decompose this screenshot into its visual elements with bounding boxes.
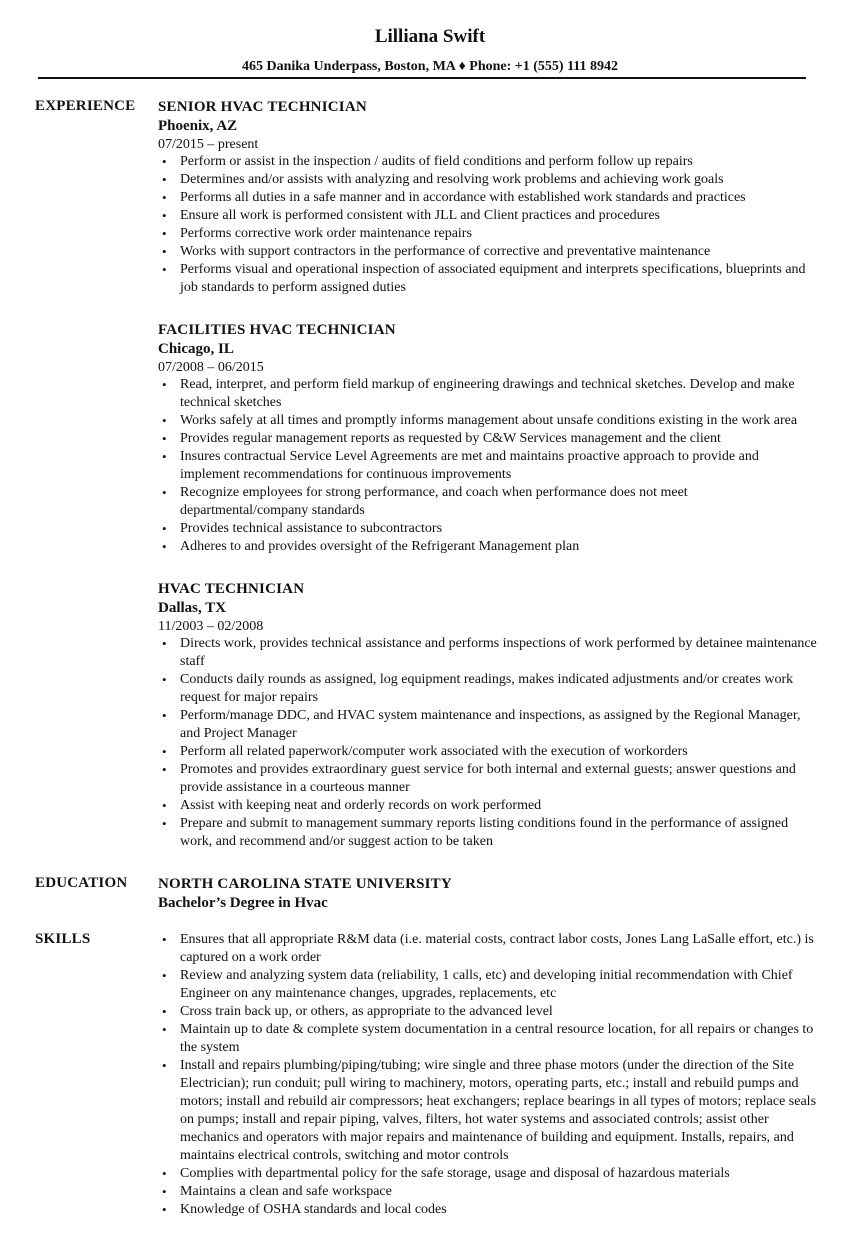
job-duty-item: • Performs corrective work order maintenance repairs xyxy=(158,225,818,243)
job-duty-item: • Ensure all work is performed consistent with JLL and Client practices and procedures xyxy=(158,207,818,225)
job-duty-item: • Read, interpret, and perform field markup of engineering drawings and technical sketches. Develop and make technical sketches xyxy=(158,376,818,412)
skill-item: • Maintains a clean and safe workspace xyxy=(158,1183,818,1201)
job-entry xyxy=(158,321,818,556)
section-label-experience: EXPERIENCE xyxy=(35,98,136,114)
job-duty-item: • Adheres to and provides oversight of the Refrigerant Management plan xyxy=(158,538,818,556)
skill-item: • Complies with departmental policy for the safe storage, usage and disposal of hazardous materials xyxy=(158,1165,818,1183)
job-duties-list xyxy=(158,153,818,297)
job-duty-item: • Perform all related paperwork/computer work associated with the execution of workorders xyxy=(158,743,818,761)
skill-item: • Cross train back up, or others, as appropriate to the advanced level xyxy=(158,1003,818,1021)
candidate-name: Lilliana Swift xyxy=(374,26,486,47)
experience-body xyxy=(158,98,818,851)
job-title: SENIOR HVAC TECHNICIAN xyxy=(158,99,367,115)
job-duty-item: • Conducts daily rounds as assigned, log equipment readings, makes indicated adjustments and/or creates work request for major repairs xyxy=(158,671,818,707)
skills-section xyxy=(0,931,860,1219)
job-duty-item: • Works with support contractors in the performance of corrective and preventative maintenance xyxy=(158,243,818,261)
skill-item: • Ensures that all appropriate R&M data (i.e. material costs, contract labor costs, Jones Lang LaSalle effort, etc.) is captured on a work order xyxy=(158,931,818,967)
job-dates: 07/2008 – 06/2015 xyxy=(158,360,264,375)
experience-section xyxy=(0,98,860,851)
job-dates: 11/2003 – 02/2008 xyxy=(158,619,264,634)
skills-body xyxy=(158,931,818,1219)
job-entry xyxy=(158,580,818,851)
education-body xyxy=(158,875,818,913)
school-name: NORTH CAROLINA STATE UNIVERSITY xyxy=(158,876,452,892)
job-duties-list xyxy=(158,376,818,556)
job-duty-item: • Performs all duties in a safe manner and in accordance with established work standards and practices xyxy=(158,189,818,207)
degree-name: Bachelor’s Degree in Hvac xyxy=(158,895,328,911)
job-duty-item: • Perform or assist in the inspection / audits of field conditions and perform follow up repairs xyxy=(158,153,818,171)
job-duty-item: • Performs visual and operational inspection of associated equipment and interprets specifications, blueprints and job standards to perform assigned duties xyxy=(158,261,818,297)
section-label-education: EDUCATION xyxy=(35,875,128,891)
job-location: Phoenix, AZ xyxy=(158,118,238,134)
job-duties-list xyxy=(158,635,818,851)
job-duty-item: • Works safely at all times and promptly informs management about unsafe conditions existing in the work area xyxy=(158,412,818,430)
job-duty-item: • Provides technical assistance to subcontractors xyxy=(158,520,818,538)
job-title: FACILITIES HVAC TECHNICIAN xyxy=(158,322,396,338)
resume-content xyxy=(0,98,860,1219)
job-duty-item: • Prepare and submit to management summary reports listing conditions found in the performance of assigned work, and recommend and/or suggest action to be taken xyxy=(158,815,818,851)
skill-item: • Install and repairs plumbing/piping/tubing; wire single and three phase motors (under the direction of the Site Electrician); run conduit; pull wiring to machinery, motors, operating parts, etc.; install and rebuild pumps and motors; install and rebuild air compressors; heat exchangers; replace bearings in all types of motors; replace seals on pumps; install and repair piping, valves, filters, hot water systems and associated controls; assist other mechanics and operators with major repairs and maintenance of building and equipment. Installs, repairs, and maintains electrical controls, switching and motor controls xyxy=(158,1057,818,1165)
job-duty-item: • Provides regular management reports as requested by C&W Services management and the client xyxy=(158,430,818,448)
job-duty-item: • Directs work, provides technical assistance and performs inspections of work performed by detainee maintenance staff xyxy=(158,635,818,671)
job-entry xyxy=(158,98,818,297)
skills-list xyxy=(158,931,818,1219)
job-location: Dallas, TX xyxy=(158,600,227,616)
job-duty-item: • Promotes and provides extraordinary guest service for both internal and external guests; answer questions and provide assistance in a courteous manner xyxy=(158,761,818,797)
job-duty-item: • Insures contractual Service Level Agreements are met and maintains proactive approach to provide and implement recommendations for continuous improvements xyxy=(158,448,818,484)
job-duty-item: • Recognize employees for strong performance, and coach when performance does not meet departmental/company standards xyxy=(158,484,818,520)
skill-item: • Knowledge of OSHA standards and local codes xyxy=(158,1201,818,1219)
job-duty-item: • Perform/manage DDC, and HVAC system maintenance and inspections, as assigned by the Regional Manager, and Project Manager xyxy=(158,707,818,743)
skill-item: • Review and analyzing system data (reliability, 1 calls, etc) and developing initial recommendation with Chief Engineer on any maintenance changes, upgrades, replacements, etc xyxy=(158,967,818,1003)
section-label-skills: SKILLS xyxy=(35,931,91,947)
job-duty-item: • Assist with keeping neat and orderly records on work performed xyxy=(158,797,818,815)
contact-line: 465 Danika Underpass, Boston, MA ♦ Phone: +1 (555) 111 8942 xyxy=(241,59,619,74)
education-section xyxy=(0,875,860,913)
header-divider xyxy=(38,77,806,79)
skill-item: • Maintain up to date & complete system documentation in a central resource location, for all repairs or changes to the system xyxy=(158,1021,818,1057)
job-duty-item: • Determines and/or assists with analyzing and resolving work problems and achieving work goals xyxy=(158,171,818,189)
job-dates: 07/2015 – present xyxy=(158,137,259,152)
job-title: HVAC TECHNICIAN xyxy=(158,581,305,597)
job-location: Chicago, IL xyxy=(158,341,234,357)
